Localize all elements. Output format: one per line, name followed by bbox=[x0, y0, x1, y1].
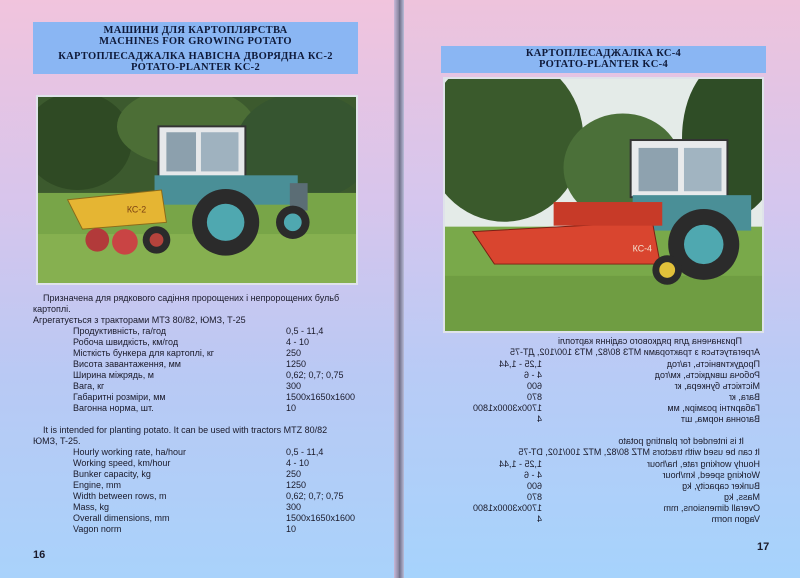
spec-value: 1,25 - 1,44 bbox=[498, 459, 542, 469]
spec-value: 870 bbox=[526, 492, 542, 502]
kc2-description-ua bbox=[33, 293, 373, 326]
spec-row bbox=[73, 392, 373, 403]
spec-row bbox=[425, 470, 760, 481]
spec-value: 600 bbox=[526, 381, 542, 391]
spec-label: Mass, kg bbox=[723, 492, 760, 502]
kc4-photo-label: КС-4 bbox=[632, 243, 653, 254]
spec-label: Місткість бункера для картоплі, кг bbox=[73, 348, 215, 358]
spec-value: 0,5 - 11,4 bbox=[286, 326, 324, 336]
spec-value: 0,5 - 11,4 bbox=[286, 447, 324, 457]
spec-row bbox=[425, 514, 760, 525]
spec-value: 4 - 6 bbox=[523, 370, 542, 380]
spec-label: Габаритні розміри, мм bbox=[73, 392, 166, 402]
spec-label: Bunker capacity, kg bbox=[682, 481, 760, 491]
kc4-specs-ua bbox=[425, 359, 760, 425]
spec-row bbox=[425, 359, 760, 370]
spec-label: Вагонна норма, шт bbox=[680, 414, 760, 424]
spec-value: 0,62; 0,7; 0,75 bbox=[286, 491, 344, 501]
section-title-ua: МАШИНИ ДЛЯ КАРТОПЛЯРСТВА bbox=[103, 25, 288, 36]
kc2-description-en bbox=[33, 425, 378, 447]
spec-value: 10 bbox=[286, 524, 297, 534]
kc4-desc-en-line1: It is intended for planting potato bbox=[618, 436, 744, 446]
spec-label: Продуктивність, га/год bbox=[666, 359, 760, 369]
kc2-desc-en-line2: ЮМЗ, T-25. bbox=[33, 436, 81, 446]
spec-label: Вага, кг bbox=[73, 381, 105, 391]
spec-row bbox=[73, 326, 373, 337]
product-title-ua: КАРТОПЛЕСАДЖАЛКА КС-4 bbox=[525, 48, 682, 59]
spec-value: 870 bbox=[526, 392, 542, 402]
spec-row bbox=[73, 359, 373, 370]
product-title-en: POTATO-PLANTER KC-2 bbox=[130, 62, 261, 73]
spec-value: 1250 bbox=[286, 480, 307, 490]
spec-label: Висота завантаження, мм bbox=[73, 359, 181, 369]
left-title-banner bbox=[33, 22, 358, 74]
kc4-photo-image bbox=[445, 79, 762, 331]
spec-row bbox=[425, 381, 760, 392]
kc4-description-ua bbox=[425, 336, 760, 358]
spec-label: Bunker capacity, kg bbox=[73, 469, 151, 479]
page-number-right: 17 bbox=[757, 541, 770, 553]
kc2-specs-en bbox=[73, 447, 373, 535]
kc2-desc-ua-line3: Агрегатується з тракторами МТЗ 80/82, ЮМЗ, Т-25 bbox=[33, 315, 246, 325]
spec-value: 1500x1650x1600 bbox=[286, 392, 356, 402]
spec-value: 4 - 6 bbox=[523, 470, 542, 480]
spec-value: 1700x3000x1800 bbox=[472, 403, 542, 413]
spec-row bbox=[73, 348, 373, 359]
spec-value: 1700x3000x1800 bbox=[472, 503, 542, 513]
spec-row bbox=[425, 492, 760, 503]
spec-value: 1250 bbox=[286, 359, 307, 369]
spec-label: Vagon norm bbox=[73, 524, 122, 534]
spec-label: Engine, mm bbox=[73, 480, 122, 490]
spec-row bbox=[73, 381, 373, 392]
spec-label: Робоча швидкість, км/год bbox=[654, 370, 760, 380]
spec-row bbox=[73, 370, 373, 381]
kc2-specs-ua bbox=[73, 326, 373, 414]
spec-value: 250 bbox=[286, 348, 302, 358]
spec-label: Overall dimensions, mm bbox=[73, 513, 170, 523]
spec-value: 4 - 10 bbox=[286, 337, 310, 347]
spec-row bbox=[73, 513, 373, 524]
spec-value: 4 bbox=[536, 414, 542, 424]
spec-row bbox=[425, 370, 760, 381]
right-title-banner bbox=[441, 46, 766, 73]
spec-row bbox=[73, 403, 373, 414]
spec-label: Mass, kg bbox=[73, 502, 110, 512]
spec-row bbox=[425, 414, 760, 425]
spec-row bbox=[73, 447, 373, 458]
spec-label: Working speed, km/hour bbox=[73, 458, 171, 468]
kc4-desc-ua-line1: Призначена для рядкового садіння картоплі bbox=[558, 336, 742, 346]
spec-row bbox=[73, 502, 373, 513]
spec-label: Hourly working rate, ha/hour bbox=[646, 459, 760, 469]
product-title-en: POTATO-PLANTER KC-4 bbox=[538, 59, 669, 70]
kc2-photo-image bbox=[38, 97, 356, 283]
kc2-photo-label: КС-2 bbox=[126, 204, 147, 215]
spec-row bbox=[425, 459, 760, 470]
spec-label: Hourly working rate, ha/hour bbox=[73, 447, 187, 457]
spec-label: Продуктивність, га/год bbox=[73, 326, 167, 336]
spec-value: 4 bbox=[536, 514, 542, 524]
spec-value: 1,25 - 1,44 bbox=[498, 359, 542, 369]
spec-row bbox=[73, 337, 373, 348]
spec-row bbox=[425, 403, 760, 414]
page-number-left: 16 bbox=[33, 549, 46, 561]
kc4-desc-ua-line2: Агрегатується з тракторами МТЗ 80/82, МТЗ 100/102, ДТ-75 bbox=[509, 347, 760, 357]
kc2-desc-ua-line2: картоплі. bbox=[33, 304, 71, 314]
book-gutter bbox=[394, 0, 404, 578]
spec-value: 600 bbox=[526, 481, 542, 491]
spec-label: Vagon norm bbox=[711, 514, 760, 524]
kc4-desc-en-line2: It can be used with tractors MTZ 80/82, MTZ 100/102, DT-75 bbox=[518, 447, 760, 457]
spec-row bbox=[425, 503, 760, 514]
kc4-photo bbox=[443, 77, 764, 333]
spec-value: 10 bbox=[286, 403, 297, 413]
spec-label: Вага, кг bbox=[728, 392, 760, 402]
spec-value: 300 bbox=[286, 381, 302, 391]
spec-row bbox=[73, 524, 373, 535]
spec-label: Ширина міжрядь, м bbox=[73, 370, 154, 380]
spec-label: Місткість бункера, кг bbox=[674, 381, 760, 391]
spec-row bbox=[73, 480, 373, 491]
spec-label: Робоча швидкість, км/год bbox=[73, 337, 179, 347]
kc2-desc-en-line1: It is intended for planting potato. It can be used with tractors MTZ 80/82 bbox=[43, 425, 328, 435]
spec-row bbox=[73, 469, 373, 480]
spec-value: 300 bbox=[286, 502, 302, 512]
spec-value: 4 - 10 bbox=[286, 458, 310, 468]
spec-row bbox=[425, 392, 760, 403]
spec-row bbox=[73, 458, 373, 469]
spec-value: 250 bbox=[286, 469, 302, 479]
spec-label: Working speed, km/hour bbox=[662, 470, 760, 480]
spec-value: 1500x1650x1600 bbox=[286, 513, 356, 523]
spec-row bbox=[425, 481, 760, 492]
kc4-description-en bbox=[425, 436, 760, 458]
kc2-desc-ua-line1: Призначена для рядкового садіння пророщених і непророщених бульб bbox=[43, 293, 340, 303]
spec-row bbox=[73, 491, 373, 502]
spec-label: Вагонна норма, шт. bbox=[73, 403, 154, 413]
spec-label: Width between rows, m bbox=[73, 491, 167, 501]
spec-value: 0,62; 0,7; 0,75 bbox=[286, 370, 344, 380]
spec-label: Габаритні розміри, мм bbox=[667, 403, 760, 413]
section-title-en: MACHINES FOR GROWING POTATO bbox=[99, 36, 292, 47]
spec-label: Overall dimensions, mm bbox=[663, 503, 760, 513]
product-title-ua: КАРТОПЛЕСАДЖАЛКА НАВІСНА ДВОРЯДНА КС-2 bbox=[58, 51, 333, 62]
kc4-specs-en bbox=[425, 459, 760, 525]
kc2-photo bbox=[36, 95, 358, 285]
